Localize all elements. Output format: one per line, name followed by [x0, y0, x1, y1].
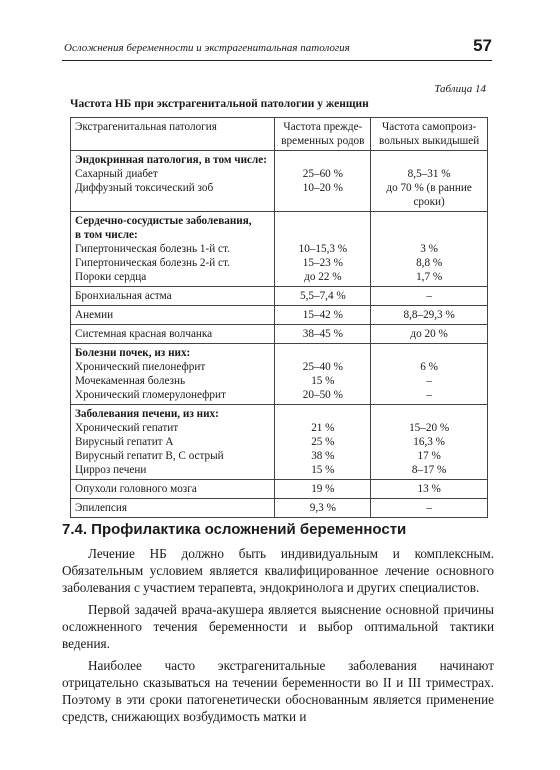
table-cell — [371, 287, 488, 306]
preterm-value: 20–50 % — [302, 389, 343, 401]
table-cell — [71, 306, 275, 325]
miscarriage-value: 6 % — [420, 361, 438, 373]
table-cell — [371, 480, 488, 499]
preterm-value: 9,3 % — [309, 502, 336, 514]
pathology-name: Мочекаменная болезнь — [75, 375, 186, 387]
preterm-value: 25 % — [311, 436, 335, 448]
table-cell — [71, 344, 275, 405]
data-table — [70, 117, 488, 518]
table-cell — [275, 306, 371, 325]
section-title: 7.4. Профилактика осложнений беременности — [62, 521, 407, 538]
miscarriage-value: 17 % — [417, 450, 441, 462]
pathology-name: Цирроз печени — [75, 464, 147, 476]
miscarriage-value: 8,8–29,3 % — [403, 309, 455, 321]
table-cell — [275, 480, 371, 499]
table-cell — [275, 499, 371, 518]
pathology-name: Системная красная волчанка — [75, 328, 213, 340]
miscarriage-value: сроки) — [413, 196, 445, 208]
table-row — [71, 287, 488, 306]
miscarriage-value: 8,8 % — [416, 257, 443, 269]
pathology-name: Вирусный гепатит А — [75, 436, 174, 448]
miscarriage-value: – — [426, 389, 432, 401]
table-cell — [371, 344, 488, 405]
table-cell — [71, 405, 275, 480]
table-cell — [71, 325, 275, 344]
table-row — [71, 344, 488, 405]
spacer — [375, 214, 483, 228]
spacer — [375, 346, 483, 360]
table-row — [71, 151, 488, 212]
table-cell — [275, 344, 371, 405]
preterm-value: 38–45 % — [302, 328, 343, 340]
miscarriage-value: 15–20 % — [409, 422, 450, 434]
column-header-line: Частота самопроиз- — [382, 121, 477, 133]
column-header — [275, 118, 371, 151]
miscarriage-value: 8,5–31 % — [407, 168, 451, 180]
miscarriage-value: 13 % — [417, 483, 441, 495]
group-title: Сердечно-сосудистые заболевания, — [75, 215, 252, 227]
miscarriage-value: 3 % — [420, 243, 438, 255]
table-cell — [371, 405, 488, 480]
spacer — [375, 228, 483, 242]
pathology-name: Хронический гломерулонефрит — [75, 389, 226, 401]
pathology-name: Гипертоническая болезнь 1-й ст. — [75, 243, 230, 255]
paragraph: Лечение НБ должно быть индивидуальным и комплексным. Обязательным условием является квалифицированное лечение основного заболевания с участием терапевта, эндокринолога и других специалистов. — [62, 546, 494, 595]
pathology-name: Хронический пиелонефрит — [75, 361, 206, 373]
preterm-value: 15–42 % — [302, 309, 343, 321]
miscarriage-value: 8–17 % — [411, 464, 447, 476]
pathology-name: Бронхиальная астма — [75, 290, 172, 302]
miscarriage-value: 16,3 % — [413, 436, 445, 448]
group-title: Заболевания печени, из них: — [75, 408, 219, 420]
miscarriage-value: 1,7 % — [416, 271, 443, 283]
table-cell — [71, 499, 275, 518]
page-number: 57 — [473, 36, 492, 55]
group-title: Эндокринная патология, в том числе: — [75, 154, 267, 166]
spacer — [75, 195, 270, 209]
table-label: Таблица 14 — [434, 83, 486, 95]
table-cell — [71, 151, 275, 212]
table-row — [71, 325, 488, 344]
spacer — [279, 228, 366, 242]
spacer — [375, 153, 483, 167]
preterm-value: 10–20 % — [302, 182, 343, 194]
table-cell — [371, 306, 488, 325]
table-row — [71, 405, 488, 480]
column-header — [371, 118, 488, 151]
spacer — [375, 407, 483, 421]
table-row — [71, 499, 488, 518]
table-cell — [371, 499, 488, 518]
table-cell — [275, 151, 371, 212]
miscarriage-value: – — [426, 290, 432, 302]
pathology-name: Пороки сердца — [75, 271, 147, 283]
column-header-line: вольных выкидышей — [379, 135, 480, 147]
body-text — [62, 545, 494, 725]
preterm-value: 38 % — [311, 450, 335, 462]
preterm-value: 21 % — [311, 422, 335, 434]
miscarriage-value: – — [426, 375, 432, 387]
table-cell — [71, 480, 275, 499]
spacer — [279, 214, 366, 228]
spacer — [279, 346, 366, 360]
table-row — [71, 480, 488, 499]
table-cell — [371, 212, 488, 287]
pathology-name: Анемии — [75, 309, 114, 321]
table-title: Частота НБ при экстрагенитальной патологии у женщин — [70, 98, 369, 110]
column-header — [71, 118, 275, 151]
spacer — [279, 195, 366, 209]
miscarriage-value: до 20 % — [410, 328, 448, 340]
preterm-value: 25–60 % — [302, 168, 343, 180]
pathology-name: Эпилепсия — [75, 502, 127, 514]
group-title: Болезни почек, из них: — [75, 347, 191, 359]
preterm-value: 5,5–7,4 % — [300, 290, 346, 302]
column-header-line: Экстрагенитальная патология — [75, 121, 217, 133]
pathology-name: Хронический гепатит — [75, 422, 179, 434]
preterm-value: 25–40 % — [302, 361, 343, 373]
group-title: в том числе: — [75, 229, 138, 241]
preterm-value: 15–23 % — [302, 257, 343, 269]
pathology-name: Опухоли головного мозга — [75, 483, 197, 495]
preterm-value: 19 % — [311, 483, 335, 495]
table-cell — [275, 405, 371, 480]
table-cell — [71, 212, 275, 287]
pathology-name: Сахарный диабет — [75, 168, 158, 180]
table-cell — [371, 151, 488, 212]
column-header-line: временных родов — [281, 135, 365, 147]
pathology-name: Вирусный гепатит В, С острый — [75, 450, 224, 462]
spacer — [279, 407, 366, 421]
miscarriage-value: до 70 % (в ранние — [386, 182, 472, 194]
table-cell — [71, 287, 275, 306]
paragraph: Наиболее часто экстрагенитальные заболевания начинают отрицательно сказываться на течении беременности во II и III триместрах. Поэтому в эти сроки патогенетически обоснованным является применение средств, снижающих возбудимость матки и — [62, 658, 494, 724]
table-header-row — [71, 118, 488, 151]
pathology-name: Гипертоническая болезнь 2-й ст. — [75, 257, 230, 269]
running-title: Осложнения беременности и экстрагенитальная патология — [64, 42, 350, 54]
preterm-value: 10–15,3 % — [298, 243, 348, 255]
running-header — [62, 36, 492, 61]
miscarriage-value: – — [426, 502, 432, 514]
table-row — [71, 212, 488, 287]
pathology-name: Диффузный токсический зоб — [75, 182, 214, 194]
table-cell — [275, 212, 371, 287]
preterm-value: до 22 % — [304, 271, 342, 283]
preterm-value: 15 % — [311, 375, 335, 387]
column-header-line: Частота прежде- — [283, 121, 363, 133]
table-cell — [275, 325, 371, 344]
table-cell — [371, 325, 488, 344]
preterm-value: 15 % — [311, 464, 335, 476]
table-row — [71, 306, 488, 325]
spacer — [279, 153, 366, 167]
paragraph: Первой задачей врача-акушера является выяснение основной причины осложненного течения беременности и выбор оптимальной тактики ведения. — [62, 602, 494, 651]
table-cell — [275, 287, 371, 306]
